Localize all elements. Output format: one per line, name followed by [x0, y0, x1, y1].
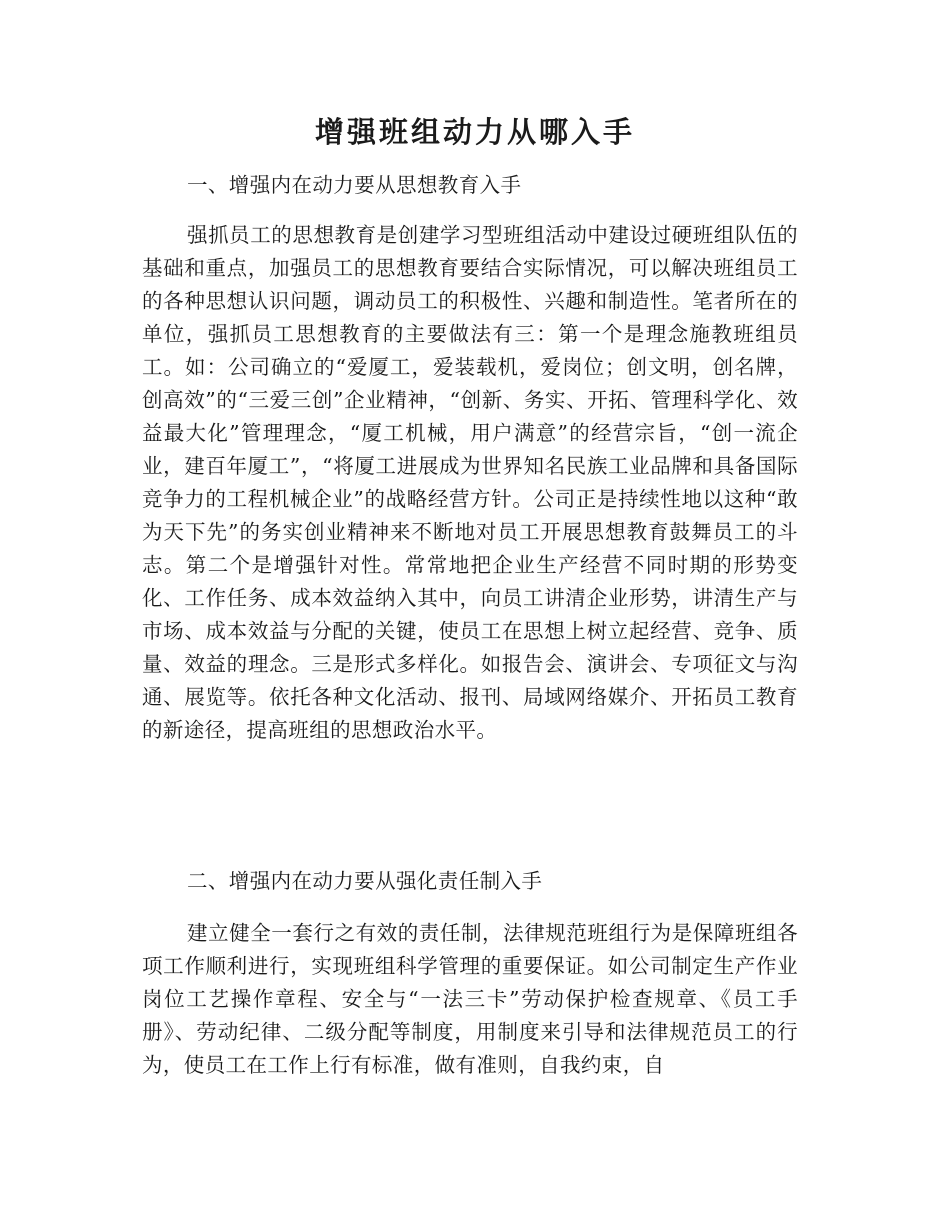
section-heading-2: 二、增强内在动力要从强化责任制入手 — [187, 869, 543, 893]
section-paragraph-2: 建立健全一套行之有效的责任制，法律规范班组行为是保障班组各项工作顺利进行，实现班组科学管理的重要保证。如公司制定生产作业岗位工艺操作章程、安全与“一法三卡”劳动保护检查规章、《员工手册》、劳动纪律、二级分配等制度，用制度来引导和法律规范员工的行为，使员工在工作上行有标准，做有准则，自我约束，自 — [142, 921, 798, 1077]
document-title: 增强班组动力从哪入手 — [314, 115, 635, 149]
section-paragraph-1: 强抓员工的思想教育是创建学习型班组活动中建设过硬班组队伍的基础和重点，加强员工的思想教育要结合实际情况，可以解决班组员工的各种思想认识问题，调动员工的积极性、兴趣和制造性。笔者所在的单位，强抓员工思想教育的主要做法有三：第一个是理念施教班组员工。如：公司确立的“爱厦工，爱装载机，爱岗位；创文明，创名牌，创高效”的“三爱三创”企业精神，“创新、务实、开拓、管理科学化、效益最大化”管理理念，“厦工机械，用户满意”的经营宗旨，“创一流企业，建百年厦工”，“将厦工进展成为世界知名民族工业品牌和具备国际竞争力的工程机械企业”的战略经营方针。公司正是持续性地以这种“敢为天下先”的务实创业精神来不断地对员工开展思想教育鼓舞员工的斗志。第二个是增强针对性。常常地把企业生产经营不同时期的形势变化、工作任务、成本效益纳入其中，向员工讲清企业形势，讲清生产与市场、成本效益与分配的关键，使员工在思想上树立起经营、竞争、质量、效益的理念。三是形式多样化。如报告会、演讲会、专项征文与沟通、展览等。依托各种文化活动、报刊、局域网络媒介、开拓员工教育的新途径，提高班组的思想政治水平。 — [142, 223, 798, 742]
section-heading-1: 一、增强内在动力要从思想教育入手 — [187, 173, 522, 197]
